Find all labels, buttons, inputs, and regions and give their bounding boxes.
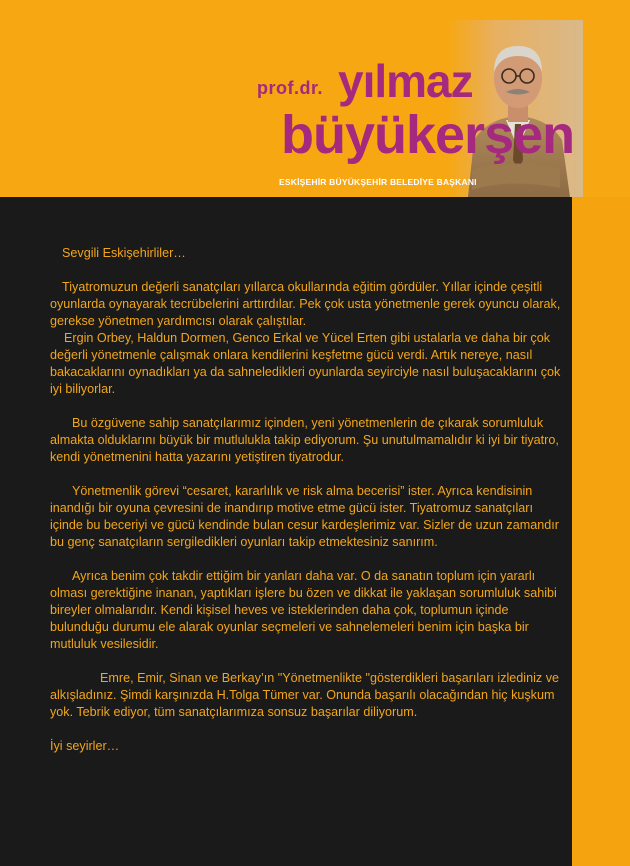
paragraph-1: Tiyatromuzun değerli sanatçıları yıllarca okullarında eğitim gördüler. Yıllar içinde çeşitli oyunlarda oynayarak tecrübelerini arttırdılar. Pek çok usta yönetmenle gerek oyuncu olarak, gerekse yönetmen yardımcısı olarak çalıştılar. bbox=[50, 280, 561, 328]
greeting: Sevgili Eskişehirliler… bbox=[62, 246, 186, 260]
paragraph-6: Emre, Emir, Sinan ve Berkay’ın "Yönetmenlikte "gösterdikleri başarıları izlediniz ve alkışladınız. Şimdi karşınızda H.Tolga Tümer var. Onunda başarılı olacağından hiç kuşkum yok. Tebrik ediyor, tüm sanatçılarımıza sonsuz başarılar diliyorum. bbox=[50, 671, 560, 719]
closing: İyi seyirler… bbox=[50, 739, 120, 753]
mayor-title: ESKİŞEHİR BÜYÜKŞEHİR BELEDİYE BAŞKANI bbox=[279, 177, 477, 187]
title-prefix: prof.dr. bbox=[257, 78, 323, 98]
mayor-first-name: yılmaz bbox=[338, 55, 473, 107]
header-banner bbox=[0, 0, 630, 197]
paragraph-2: Ergin Orbey, Haldun Dormen, Genco Erkal ve Yücel Erten gibi ustalarla ve daha bir çok değerli yönetmenle çalışmak onlara kendilerini keşfetme gücü verdi. Artık nereye, nasıl bakacaklarını oynadıkları ya da sahneledikleri oyunlarda seyirciyle nasıl buluşacaklarını çok iyi biliyorlar. bbox=[50, 331, 561, 396]
paragraph-3: Bu özgüvene sahip sanatçılarımız içinden, yeni yönetmenlerin de çıkarak sorumluluk almakta olduklarını büyük bir mutlulukla takip ediyorum. Şu unutulmamalıdır ki iyi bir tiyatro, kendi yönetmenini hatta yazarını yetiştiren tiyatrodur. bbox=[50, 416, 559, 464]
paragraph-5: Ayrıca benim çok takdir ettiğim bir yanları daha var. O da sanatın toplum için yararlı olması gerektiğine inanan, yaptıkları işlere bu özen ve dikkat ile yaklaşan sorumluluk sahibi bireyler olmalarıdır. Kendi kişisel heves ve isteklerinden daha çok, toplumun içinde bulunduğu durumu ele alarak oyunlar seçmeleri ve sahnelemeleri benim için başka bir mutluluk vesilesidir. bbox=[50, 569, 557, 651]
letter-body bbox=[50, 245, 562, 755]
mayor-last-name: büyükerşen bbox=[281, 105, 575, 165]
paragraph-4: Yönetmenlik görevi “cesaret, kararlılık ve risk alma becerisi” ister. Ayrıca kendisinin inandığı bir oyuna çevresini de inandırıp motive etme gücü ister. Tiyatromuz sanatçıları içinde bu beceriyi ve gücü kendinde bulan cesur kardeşlerimiz var. Sizler de uzun zamandır bu genç sanatçıların sergiledikleri oyunları takip etmektesiniz sanırım. bbox=[50, 484, 559, 549]
